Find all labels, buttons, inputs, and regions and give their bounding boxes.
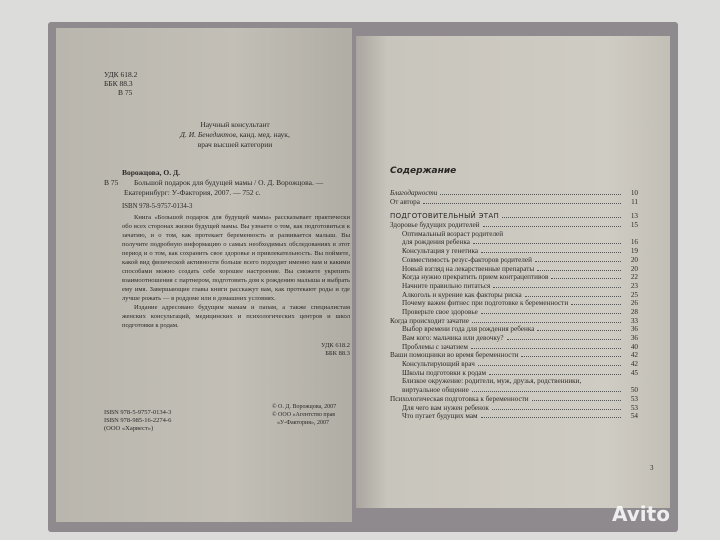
toc-leader [473, 238, 621, 244]
toc-row [390, 395, 638, 404]
toc-row [390, 325, 638, 334]
toc-row [390, 299, 638, 308]
toc-label: Консультация у генетика [402, 247, 479, 256]
toc-leader [521, 351, 621, 357]
audience: Издание адресовано будущим мамам и папам, а также специалистам женских консультаций, медицинских и психологических центров и школ подготовки к родам. [122, 304, 350, 329]
toc-row [390, 265, 638, 274]
toc-leader [584, 378, 621, 383]
toc-row [390, 412, 638, 421]
consultant-name-text: Д. И. Бенедиктов, [180, 130, 238, 139]
toc-page: 42 [630, 360, 638, 369]
toc-label: Проверьте свое здоровье [402, 307, 478, 316]
toc-leader [492, 404, 621, 410]
toc-row [390, 247, 638, 256]
toc-label: виртуальное общение [402, 386, 469, 395]
toc-leader [489, 369, 621, 375]
toc-page: 22 [630, 273, 638, 282]
toc-page: 36 [630, 325, 638, 334]
toc-title: Содержание [390, 166, 457, 176]
toc-row [390, 198, 638, 207]
toc-row [390, 377, 638, 386]
annotation-block [122, 213, 350, 358]
toc-leader [481, 308, 621, 314]
toc-row [390, 343, 638, 352]
toc-page: 53 [630, 394, 638, 403]
toc-page: 19 [630, 247, 638, 256]
isbn2: ISBN 978-985-16-2274-6 [104, 417, 172, 424]
toc-row [390, 317, 638, 326]
toc-row [390, 273, 638, 282]
consultant-category: врач высшей категории [197, 140, 273, 149]
toc-row [390, 189, 638, 198]
consultant-label: Научный консультант [200, 120, 270, 129]
toc-page: 40 [630, 342, 638, 351]
toc-row [390, 230, 638, 239]
toc-label: Когда нужно прекратить прием контрацептивов [402, 273, 549, 282]
toc-label: ПОДГОТОВИТЕЛЬНЫЙ ЭТАП [390, 212, 500, 221]
toc-leader [525, 291, 621, 297]
bib-line2: Екатеринбург: У-Фактория, 2007. — 752 с. [124, 188, 261, 197]
toc-label: Консультирующий врач [402, 360, 475, 369]
toc-page: 50 [630, 386, 638, 395]
toc-label: Что пугает будущих мам [402, 412, 478, 421]
toc-leader [571, 299, 621, 305]
toc-leader [472, 317, 621, 323]
consultant-degree: канд. мед. наук, [237, 130, 290, 139]
toc-page: 26 [630, 299, 638, 308]
toc-leader [535, 256, 621, 262]
toc-page: 10 [630, 189, 638, 197]
toc-row [390, 282, 638, 291]
toc-label: Оптимальный возраст родителей [402, 229, 504, 238]
toc-page: 36 [630, 334, 638, 342]
toc-label: Близкое окружение: родители, муж, друзья, родственники, [402, 377, 582, 386]
annotation: Книга «Большой подарок для будущей мамы» рассказывает практически обо всех сторонах жизни будущей мамы. Вы узнаете о том, как подготовиться к зачатию, и о том, как протекает беременность и развивается малыш. Вы получите подробную информацию о самых необходимых обследованиях в этот период и о том, как сохранить свое здоровье и привлекательность. Вы поймете, какой вид физической активности больше всего подходит именно вам и какими способами можно создать себе хорошее настроение. Вы сможете укрепить взаимоотношения с партнером, подготовить дом к рождению малыша и выбрать ему имя. Завершающие главы книги расскажут вам, как протекают роды и где лучше рожать — в роддоме или в домашних условиях. [122, 214, 350, 302]
toc-label: Совместимость резус-факторов родителей [402, 255, 532, 264]
toc-page: 13 [630, 212, 638, 221]
copyright3: «У-Фактория», 2007 [277, 420, 329, 426]
toc-leader [478, 360, 621, 366]
toc-page: 53 [630, 403, 638, 412]
toc-leader [423, 198, 621, 204]
toc-label: Проблемы с зачатием [402, 342, 468, 351]
toc-label: Выбор времени года для рождения ребенка [402, 325, 535, 334]
publisher2: (ООО «Харвест») [104, 425, 154, 432]
toc-row [390, 221, 638, 230]
bbk2: ББК 88.3 [325, 350, 350, 357]
code2: В 75 [104, 178, 119, 187]
toc-row [390, 369, 638, 378]
toc-label: для рождения ребенка [402, 238, 470, 247]
toc-page: 25 [630, 290, 638, 299]
toc-page: 23 [630, 281, 638, 290]
copyright1: © О. Д. Ворожцова, 2007 [272, 404, 337, 410]
toc-label: Здоровье будущих родителей [390, 221, 480, 230]
toc-page: 54 [630, 412, 638, 421]
toc-leader [481, 247, 621, 253]
toc-row [390, 212, 638, 221]
toc-row [390, 360, 638, 369]
toc-label: Школы подготовки к родам [402, 368, 487, 377]
isbn1: ISBN 978-5-9757-0134-3 [104, 409, 172, 416]
copyright2: © ООО «Агентство прав [272, 412, 336, 418]
consultant-name [120, 130, 350, 139]
classification-codes [122, 342, 350, 358]
bbk: ББК 88.3 [104, 79, 133, 88]
bib-line1: Большой подарок для будущей мамы / О. Д. Ворожцова. — [134, 178, 324, 187]
isbn: ISBN 978-5-9757-0134-3 [122, 203, 193, 210]
toc-leader [481, 412, 621, 418]
toc-label: Благодарности [390, 189, 438, 197]
toc-label: Ваши помощники во время беременности [390, 351, 519, 360]
toc-leader [493, 282, 621, 288]
toc-page: 20 [630, 255, 638, 264]
avito-watermark: Avito [612, 502, 670, 526]
toc-label: Новый взгляд на лекарственные препараты [402, 264, 535, 273]
toc-page: 16 [630, 238, 638, 247]
code: В 75 [118, 88, 133, 97]
toc-leader [506, 231, 621, 236]
toc-label: Почему важен фитнес при подготовке к беременности [402, 299, 569, 308]
toc-leader [471, 343, 621, 349]
udk2: УДК 618.2 [321, 342, 350, 349]
table-of-contents [390, 189, 638, 421]
toc-leader [532, 395, 621, 401]
toc-leader [483, 221, 621, 227]
toc-label: Когда происходит зачатие [390, 316, 469, 325]
toc-row [390, 404, 638, 413]
toc-page: 20 [630, 264, 638, 273]
toc-row [390, 238, 638, 247]
toc-page: 42 [630, 351, 638, 360]
toc-row [390, 334, 638, 343]
toc-label: Для чего вам нужен ребенок [402, 403, 489, 412]
toc-row [390, 351, 638, 360]
toc-row [390, 308, 638, 317]
toc-page: 15 [630, 221, 638, 230]
toc-leader [502, 212, 621, 218]
toc-label: Начните правильно питаться [402, 281, 491, 290]
toc-label: От автора [390, 197, 420, 206]
toc-page: 33 [630, 316, 638, 325]
toc-row [390, 256, 638, 265]
toc-label: Вам кого: мальчика или девочку? [402, 334, 504, 342]
toc-leader [507, 334, 621, 340]
toc-page: 11 [631, 197, 638, 206]
author: Ворожцова, О. Д. [122, 168, 180, 177]
page-number: 3 [650, 464, 654, 472]
toc-leader [440, 189, 621, 195]
toc-leader [537, 325, 621, 331]
toc-leader [537, 265, 621, 271]
toc-leader [551, 273, 621, 279]
toc-leader [472, 386, 621, 392]
toc-label: Психологическая подготовка к беременности [390, 394, 529, 403]
toc-page: 28 [630, 307, 638, 316]
toc-row [390, 291, 638, 300]
toc-label: Алкоголь и курение как факторы риска [402, 290, 522, 299]
toc-page: 45 [630, 368, 638, 377]
udk: УДК 618.2 [104, 70, 138, 79]
toc-row [390, 386, 638, 395]
